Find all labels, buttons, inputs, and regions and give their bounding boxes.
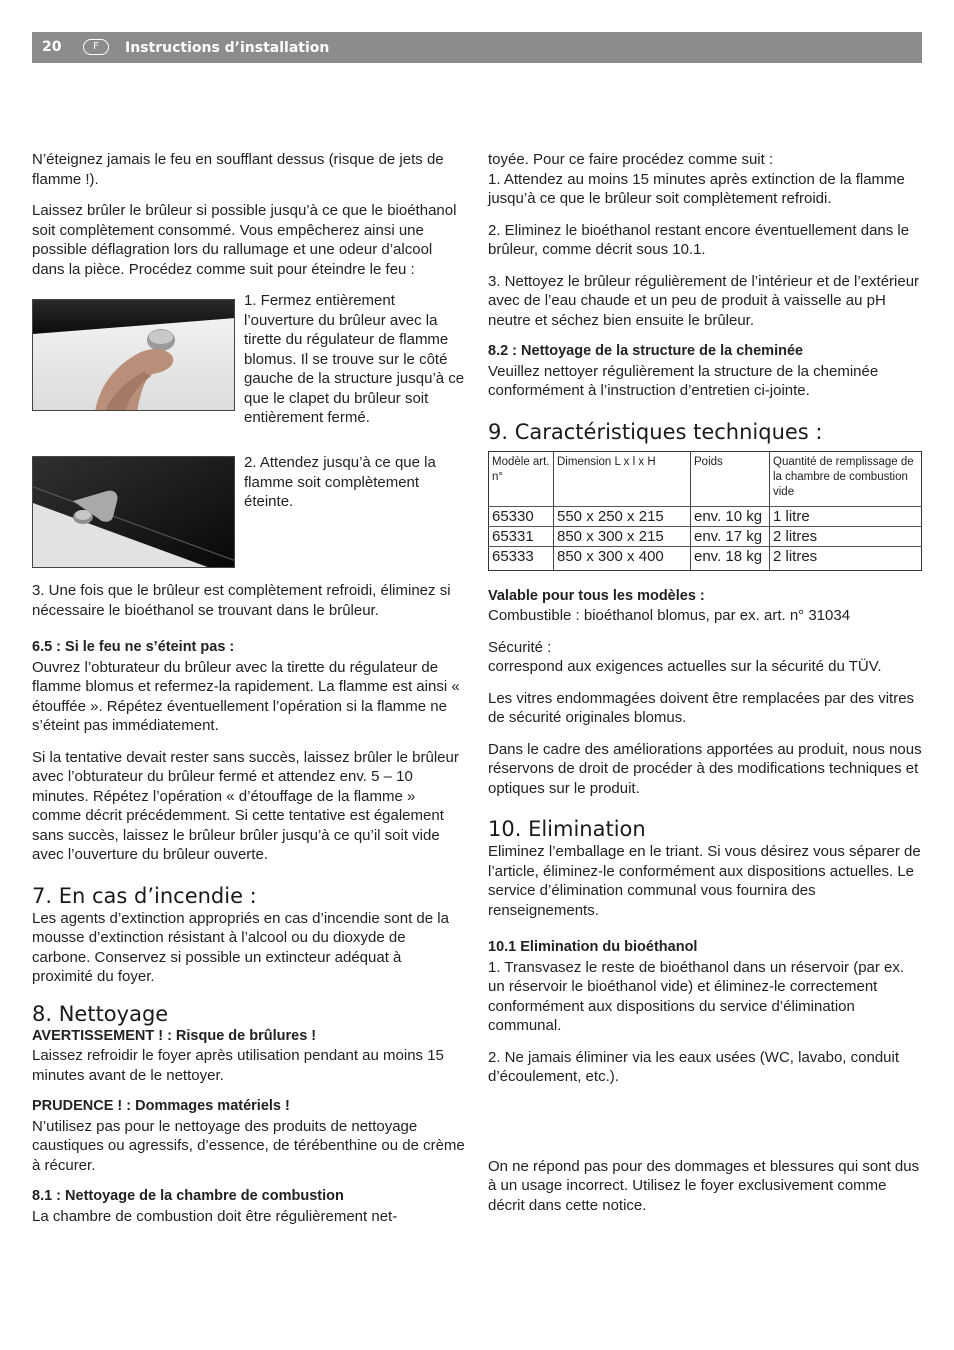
- caution-title: PRUDENCE ! : Dommages matériels !: [32, 1098, 290, 1114]
- section-6-5-title: 6.5 : Si le feu ne s’éteint pas :: [32, 639, 235, 655]
- step-1-block: [32, 291, 466, 453]
- cell-weight: env. 18 kg: [691, 546, 770, 570]
- caution-text: N’utilisez pas pour le nettoyage des produits de nettoyage caustiques ou agressifs, d’essence, de térébenthine ou de crème à récurer.: [32, 1117, 465, 1174]
- left-column: [32, 150, 466, 1238]
- section-7-paragraph: Les agents d’extinction appropriés en cas d’incendie sont de la mousse d’extinction résistant à l’alcool ou du dioxyde de carbone. Conservez si possible un extincteur adéquat à proximité du foyer.: [32, 909, 449, 985]
- column-header-weight: Poids: [691, 451, 770, 506]
- cell-weight: env. 10 kg: [691, 506, 770, 526]
- disclaimer-text: On ne répond pas pour des dommages et blessures qui sont dus à un usage incorrect. Utilisez le foyer exclusivement comme décrit dans cette notice.: [488, 1157, 920, 1214]
- right-column: [488, 150, 922, 1227]
- column-header-model: Modèle art. n°: [492, 455, 550, 483]
- cleaning-step-1: 1. Attendez au moins 15 minutes après extinction de la flamme jusqu’à ce que le brûleur soit complètement refroidi.: [488, 170, 905, 207]
- section-6-5-paragraph-1: Ouvrez l’obturateur du brûleur avec la tirette du régulateur de flamme blomus et refermez-la rapidement. La flamme est ainsi « étouffée ». Répétez éventuellement l’opération si la flamme ne s’éteint pas immédiatement.: [32, 658, 460, 734]
- cell-capacity: 2 litres: [770, 546, 922, 570]
- valid-all-models-title: Valable pour tous les modèles :: [488, 587, 705, 604]
- page-number: 20: [42, 39, 62, 55]
- step-3-text: 3. Une fois que le brûleur est complètement refroidi, éliminez si nécessaire le bioéthanol se trouvant dans le brûleur.: [32, 582, 451, 619]
- modifications-text: Dans le cadre des améliorations apportées au produit, nous nous réservons de droit de procéder à des modifications techniques et optiques sur le produit.: [488, 740, 922, 797]
- security-text: correspond aux exigences actuelles sur la sécurité du TÜV.: [488, 658, 882, 675]
- section-8-heading: 8. Nettoyage: [32, 1001, 169, 1026]
- cell-capacity: 2 litres: [770, 526, 922, 546]
- warning-title: AVERTISSEMENT ! : Risque de brûlures !: [32, 1027, 317, 1044]
- column-header-capacity: Quantité de remplissage de la chambre de combustion vide: [770, 451, 922, 506]
- section-10-1-step-1: 1. Transvasez le reste de bioéthanol dans un réservoir (par ex. un réservoir le bioéthanol vide) et éliminez-le correctement conformément aux dispositions du service d’élimination communal.: [488, 958, 905, 1034]
- cell-model: 65330: [489, 506, 554, 526]
- cell-dimension: 850 x 300 x 400: [554, 546, 691, 570]
- section-6-5-paragraph-2: Si la tentative devait rester sans succès, laissez brûler le brûleur avec l’obturateur du brûleur fermé et attendez env. 5 – 10 minutes. Répétez l’opération « d’étouffage de la flamme » comme décrit précédemment. Si cette tentative est également sans succès, laissez le brûleur brûler jusqu’à ce qu’il soit vide avec l’ouverture du brûleur ouverte.: [32, 748, 459, 863]
- continued-text: toyée. Pour ce faire procédez comme suit :: [488, 151, 774, 168]
- section-8-1-text: La chambre de combustion doit être régulièrement net-: [32, 1207, 398, 1225]
- burner-closed-photo: [32, 456, 235, 568]
- cell-model: 65333: [489, 546, 554, 570]
- section-8-2-text: Veuillez nettoyer régulièrement la structure de la cheminée conformément à l’instruction d’entretien ci-jointe.: [488, 362, 879, 399]
- section-10-1-title: 10.1 Elimination du bioéthanol: [488, 939, 698, 955]
- cell-capacity: 1 litre: [770, 506, 922, 526]
- page-header: [32, 32, 922, 63]
- section-8-2-title: 8.2 : Nettoyage de la structure de la cheminée: [488, 343, 804, 359]
- warning-text: Laissez refroidir le foyer après utilisation pendant au moins 15 minutes avant de le nettoyer.: [32, 1047, 444, 1084]
- table-header-row: [489, 451, 922, 506]
- cell-weight: env. 17 kg: [691, 526, 770, 546]
- cell-model: 65331: [489, 526, 554, 546]
- specifications-table: [488, 451, 922, 571]
- fuel-text: Combustible : bioéthanol blomus, par ex. art. n° 31034: [488, 607, 851, 624]
- burner-hand-photo: [32, 299, 235, 411]
- language-badge: F: [83, 39, 109, 55]
- section-10-1-step-2: 2. Ne jamais éliminer via les eaux usées (WC, lavabo, conduit d’écoulement, etc.).: [488, 1048, 900, 1085]
- cell-dimension: 550 x 250 x 215: [554, 506, 691, 526]
- intro-paragraph-1: N’éteignez jamais le feu en soufflant dessus (risque de jets de flamme !).: [32, 151, 444, 188]
- intro-paragraph-2: Laissez brûler le brûleur si possible jusqu’à ce que le bioéthanol soit complètement consommé. Vous empêcherez ainsi une possible déflagration lors du rallumage et une odeur d’alcool dans la pièce. Procédez comme suit pour éteindre le feu :: [32, 202, 457, 278]
- security-label: Sécurité :: [488, 638, 552, 656]
- section-8-1-title: 8.1 : Nettoyage de la chambre de combustion: [32, 1188, 344, 1204]
- section-10-paragraph: Eliminez l’emballage en le triant. Si vous désirez vous séparer de l’article, éliminez-le conformément aux dispositions actuelles. Le service d’élimination communal vous fournira des renseignements.: [488, 843, 921, 919]
- step-2-block: [32, 453, 466, 581]
- step-2-text: 2. Attendez jusqu’à ce que la flamme soit complètement éteinte.: [244, 454, 436, 510]
- glass-text: Les vitres endommagées doivent être remplacées par des vitres de sécurité originales blomus.: [488, 689, 915, 726]
- step-1-text: 1. Fermez entièrement l’ouverture du brûleur avec la tirette du régulateur de flamme blomus. Il se trouve sur le côté gauche de la structure jusqu’à ce que le clapet du brûleur soit entièrement fermé.: [244, 292, 465, 426]
- column-header-dimension: Dimension L x l x H: [554, 451, 691, 506]
- table-row: [489, 526, 922, 546]
- section-10-heading: 10. Elimination: [488, 817, 646, 841]
- table-row: [489, 546, 922, 570]
- cell-dimension: 850 x 300 x 215: [554, 526, 691, 546]
- table-row: [489, 506, 922, 526]
- header-title: Instructions d’installation: [125, 40, 330, 56]
- cleaning-step-2: 2. Eliminez le bioéthanol restant encore éventuellement dans le brûleur, comme décrit sous 10.1.: [488, 221, 910, 258]
- section-9-heading: 9. Caractéristiques techniques :: [488, 419, 823, 444]
- cleaning-step-3: 3. Nettoyez le brûleur régulièrement de l’intérieur et de l’extérieur avec de l’eau chaude et un peu de produit à vaisselle au pH neutre et séchez bien ensuite le brûleur.: [488, 272, 920, 329]
- section-7-heading: 7. En cas d’incendie :: [32, 883, 257, 908]
